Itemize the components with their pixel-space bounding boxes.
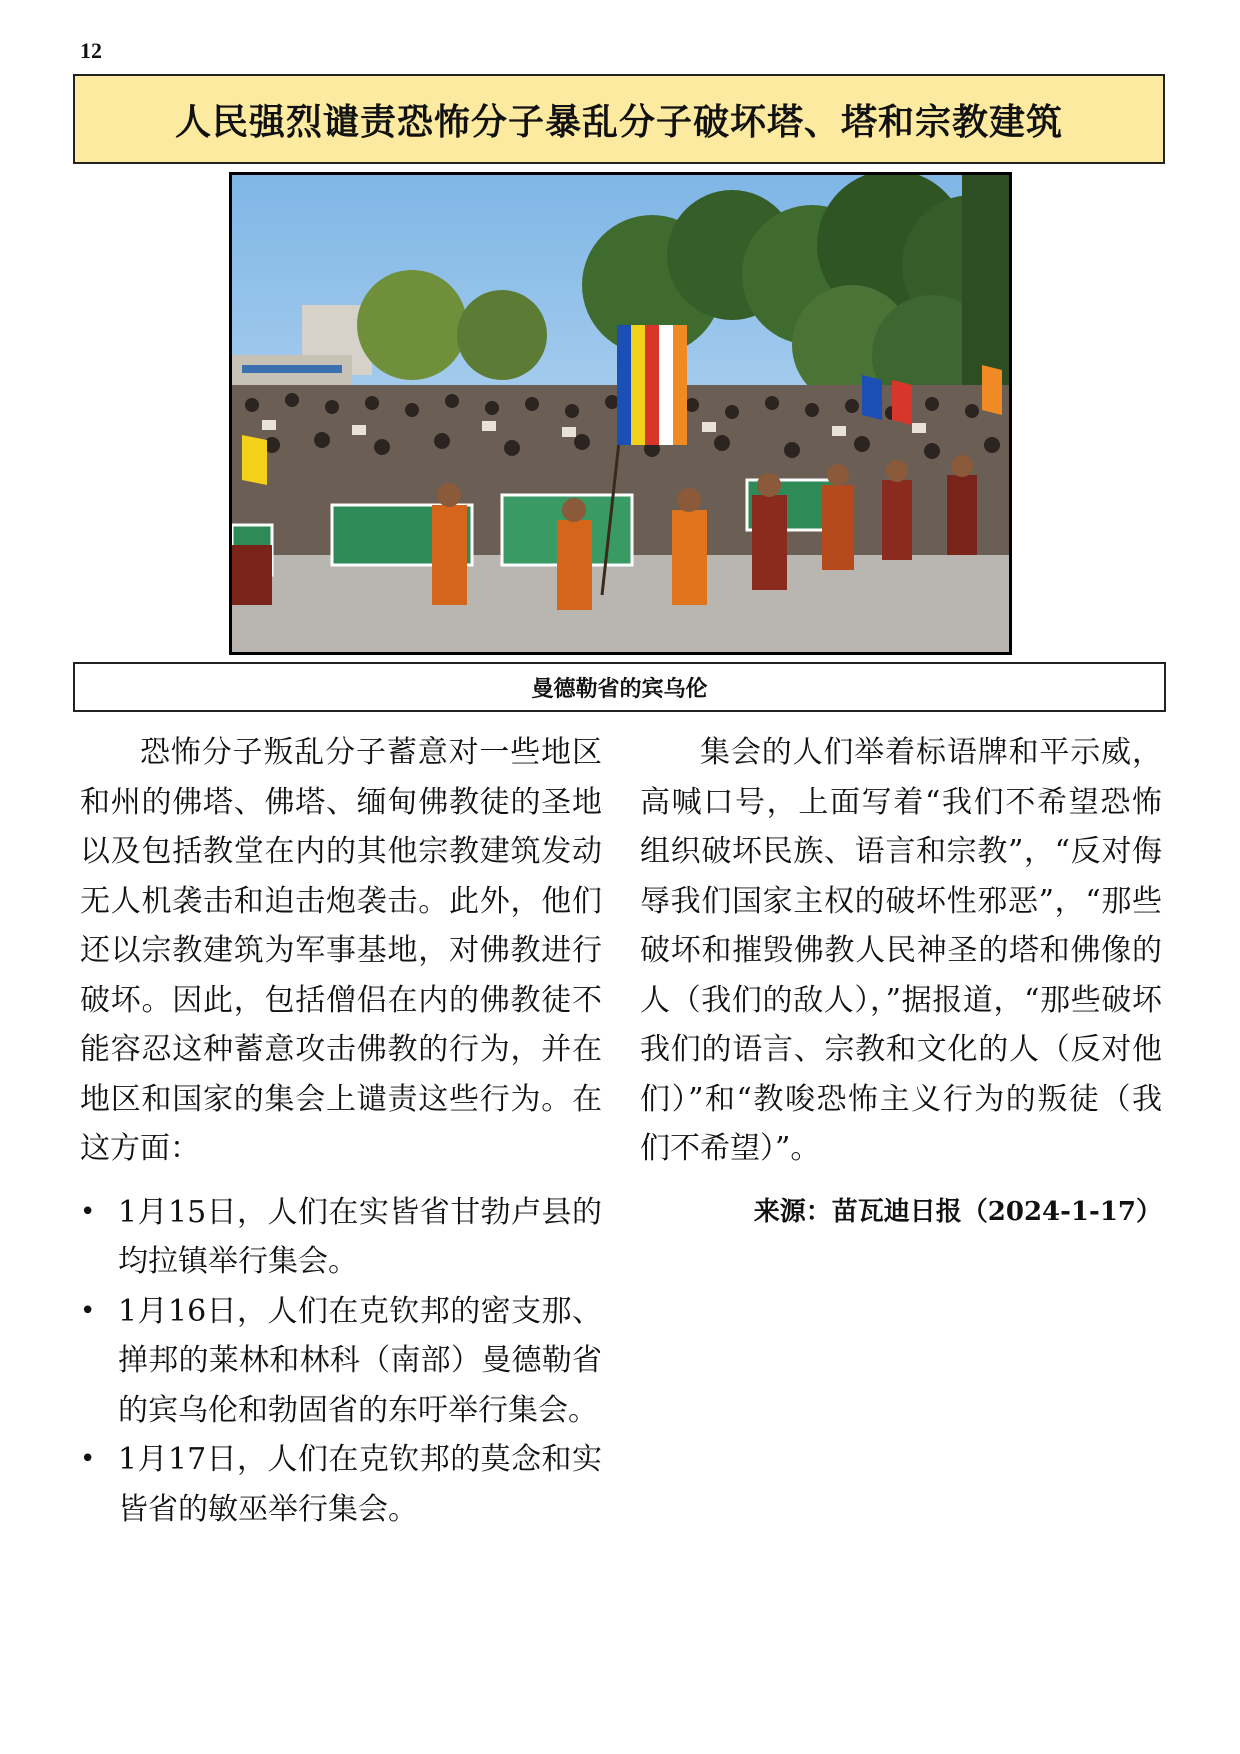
bullet-icon: • [80,1295,96,1326]
list-item-text: 1月17日，人们在克钦邦的莫念和实皆省的敏巫举行集会。 [118,1442,602,1527]
title-banner [73,74,1165,164]
rally-list [80,1188,602,1535]
intro-paragraph: 恐怖分子叛乱分子蓄意对一些地区和州的佛塔、佛塔、缅甸佛教徒的圣地以及包括教堂在内的其他宗教建筑发动无人机袭击和迫击炮袭击。此外，他们还以宗教建筑为军事基地，对佛教进行破坏。因此，包括僧侣在内的佛教徒不能容忍这种蓄意攻击佛教的行为，并在地区和国家的集会上谴责这些行为。在这方面： [80,735,602,1166]
rally-photo-illustration [232,175,1009,652]
source-line: 来源：苗瓦迪日报（2024-1-17） [753,1196,1162,1227]
bullet-icon: • [80,1196,96,1227]
photo-caption: 曼德勒省的宾乌伦 [531,676,708,702]
right-column [640,728,1162,1242]
ground-shape [232,555,1009,652]
bullet-icon: • [80,1444,96,1474]
page-number: 12 [80,38,102,63]
list-item-text: 1月16日，人们在克钦邦的密支那、掸邦的莱林和林科（南部）曼德勒省的宾乌伦和勃固省的东吁举行集会。 [118,1293,602,1428]
left-column [80,728,602,1534]
list-item-text: 1月15日，人们在实皆省甘勃卢县的均拉镇举行集会。 [118,1194,602,1279]
rally-photo [229,172,1012,655]
list-item [80,1188,602,1287]
list-item [80,1287,602,1436]
list-item [80,1435,602,1534]
photo-caption-box [73,662,1166,712]
page-title: 人民强烈谴责恐怖分子暴乱分子破坏塔、塔和宗教建筑 [174,101,1063,143]
second-paragraph: 集会的人们举着标语牌和平示威，高喊口号，上面写着“我们不希望恐怖组织破坏民族、语言和宗教”，“反对侮辱我们国家主权的破坏性邪恶”，“那些破坏和摧毁佛教人民神圣的塔和佛像的人（我们的敌人），”据报道，“那些破坏我们的语言、宗教和文化的人（反对他们）”和“教唆恐怖主义行为的叛徒（我们不希望）”。 [640,735,1162,1166]
